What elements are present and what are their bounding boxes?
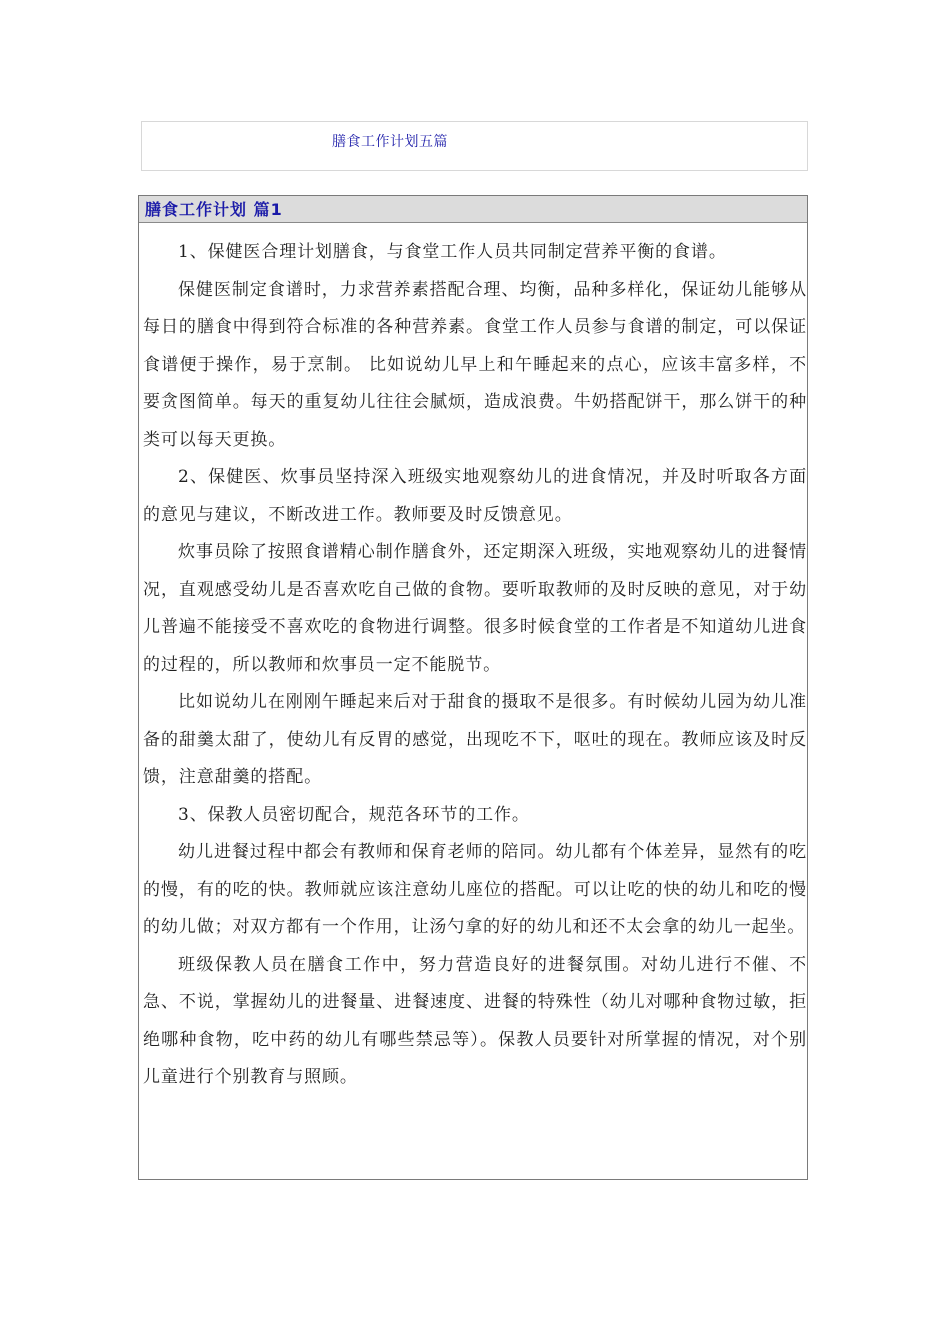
paragraph: 1、保健医合理计划膳食，与食堂工作人员共同制定营养平衡的食谱。 [178,242,727,262]
plan-section [138,195,808,1180]
paragraph: 幼儿进餐过程中都会有教师和保育老师的陪同。幼儿都有个体差异，显然有的吃的慢，有的吃的快。教师就应该注意幼儿座位的搭配。可以让吃的快的幼儿和吃的慢的幼儿做；对双方都有一个作用，让汤勺拿的好的幼儿和还不太会拿的幼儿一起坐。 [143,842,807,937]
paragraph: 炊事员除了按照食谱精心制作膳食外，还定期深入班级，实地观察幼儿的进餐情况，直观感受幼儿是否喜欢吃自己做的食物。要听取教师的及时反映的意见，对于幼儿普遍不能接受不喜欢吃的食物进行调整。很多时候食堂的工作者是不知道幼儿进食的过程的，所以教师和炊事员一定不能脱节。 [143,542,807,675]
paragraph: 2、保健医、炊事员坚持深入班级实地观察幼儿的进食情况，并及时听取各方面的意见与建议，不断改进工作。教师要及时反馈意见。 [143,467,807,525]
paragraph: 班级保教人员在膳食工作中，努力营造良好的进餐氛围。对幼儿进行不催、不急、不说，掌握幼儿的进餐量、进餐速度、进餐的特殊性（幼儿对哪种食物过敏，拒绝哪种食物，吃中药的幼儿有哪些禁忌等）。保教人员要针对所掌握的情况，对个别儿童进行个别教育与照顾。 [143,954,807,1087]
section-heading: 膳食工作计划 篇1 [139,196,807,223]
document-title-box [141,121,808,171]
paragraph: 保健医制定食谱时，力求营养素搭配合理、均衡，品种多样化，保证幼儿能够从每日的膳食中得到符合标准的各种营养素。食堂工作人员参与食谱的制定，可以保证食谱便于操作，易于烹制。 比如说幼儿早上和午睡起来的点心，应该丰富多样，不要贪图简单。每天的重复幼儿往往会腻烦，造成浪费。牛奶搭配饼干，那么饼干的种类可以每天更换。 [143,279,807,450]
paragraph: 比如说幼儿在刚刚午睡起来后对于甜食的摄取不是很多。有时候幼儿园为幼儿准备的甜羹太甜了，使幼儿有反胃的感觉，出现吃不下，呕吐的现在。教师应该及时反馈，注意甜羹的搭配。 [143,692,807,787]
document-title: 膳食工作计划五篇 [332,134,448,150]
section-body [139,223,807,1097]
paragraph: 3、保教人员密切配合，规范各环节的工作。 [178,804,530,825]
